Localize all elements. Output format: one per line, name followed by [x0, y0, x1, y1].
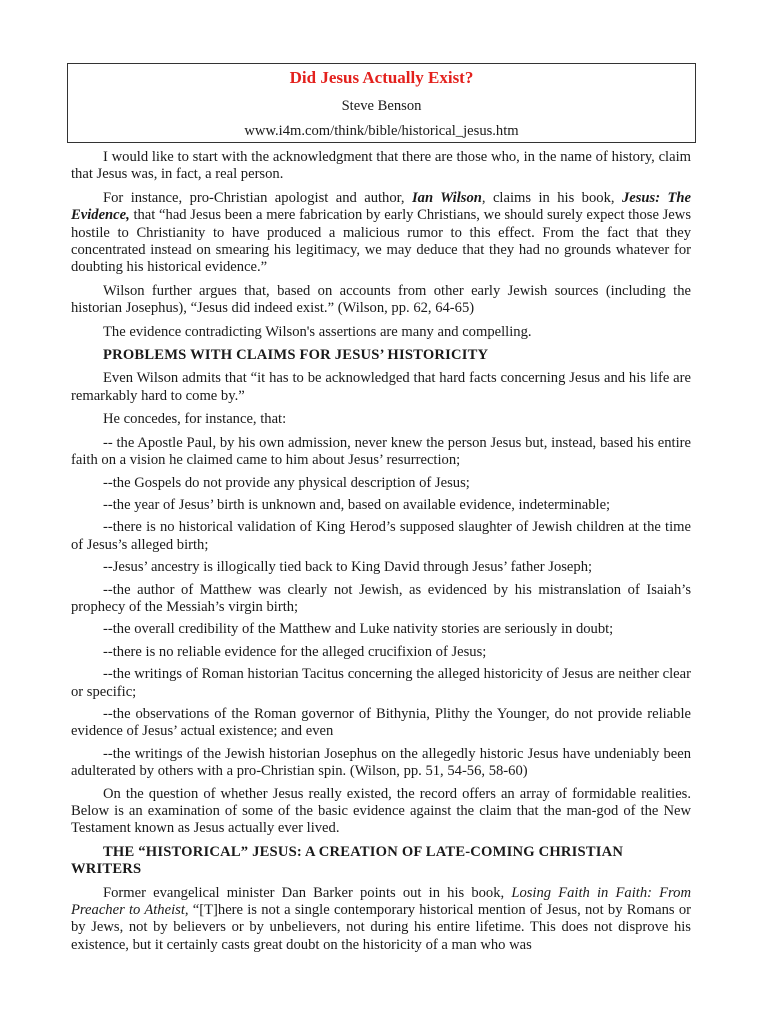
list-item: --the writings of the Jewish historian Josephus on the allegedly historic Jesus have undeniably been adulterated by others with a pro-Christian spin. (Wilson, pp. 51, 54-56, 58-60) [71, 745, 691, 780]
list-item: --there is no historical validation of King Herod’s supposed slaughter of Jewish children at the time of Jesus’s alleged birth; [71, 519, 691, 553]
paragraph [71, 190, 691, 277]
paragraph: He concedes, for instance, that: [103, 411, 287, 428]
paragraph: The evidence contradicting Wilson's assertions are many and compelling. [103, 323, 532, 340]
text-run: that “had Jesus been a mere fabrication by early Christians, we should surely expect those Jews hostile to Christianity to have produced a malicious rumor to this effect. From the fact that they concentrated instead on smearing his legitimacy, we may deduce that they had no grounds whatever for doubting his historical evidence.” [71, 207, 691, 276]
author-name-emphasis: Ian Wilson [412, 189, 482, 206]
list-item: --the writings of Roman historian Tacitus concerning the alleged historicity of Jesus are neither clear or specific; [71, 666, 691, 700]
paragraph [71, 885, 691, 955]
list-item: -- the Apostle Paul, by his own admission, never knew the person Jesus but, instead, based his entire faith on a vision he claimed came to him about Jesus’ resurrection; [71, 434, 691, 469]
list-item: --the observations of the Roman governor of Bithynia, Plithy the Younger, do not provide reliable evidence of Jesus’ actual existence; and even [71, 705, 691, 740]
list-item: --the author of Matthew was clearly not Jewish, as evidenced by his mistranslation of Isaiah’s prophecy of the Messiah’s virgin birth; [71, 581, 691, 615]
list-item: --there is no reliable evidence for the alleged crucifixion of Jesus; [103, 643, 487, 660]
document-title: Did Jesus Actually Exist? [289, 68, 474, 87]
paragraph: On the question of whether Jesus really existed, the record offers an array of formidable realities. Below is an examination of some of the basic evidence against the claim that the man-god of the New Testament known as Jesus actually ever lived. [71, 785, 691, 837]
book-title: Jesus: The Evidence, [71, 189, 691, 224]
text-run: “[T]here is not a single contemporary historical mention of Jesus, not by Romans or by Jews, not by believers or by unbelievers, not during his entire lifetime. This does not disprove his existence, but it certainly casts great doubt on the historicity of a man who was [71, 902, 691, 953]
list-item: --the year of Jesus’ birth is unknown and, based on available evidence, indeterminable; [103, 496, 611, 513]
author-name: Steve Benson [341, 98, 422, 114]
text-run: , claims in his book, [481, 189, 622, 206]
list-item: --the Gospels do not provide any physical description of Jesus; [103, 474, 470, 491]
article-body [71, 149, 691, 960]
text-run: Former evangelical minister Dan Barker points out in his book, [103, 884, 512, 901]
paragraph: Even Wilson admits that “it has to be acknowledged that hard facts concerning Jesus and his life are remarkably hard to come by.” [71, 370, 691, 404]
section-heading: PROBLEMS WITH CLAIMS FOR JESUS’ HISTORICITY [103, 347, 489, 364]
paragraph: I would like to start with the acknowledgment that there are those who, in the name of history, claim that Jesus was, in fact, a real person. [71, 149, 691, 183]
paragraph: Wilson further argues that, based on accounts from other early Jewish sources (including the historian Josephus), “Jesus did indeed exist.” (Wilson, pp. 62, 64-65) [71, 282, 691, 317]
section-heading: THE “HISTORICAL” JESUS: A CREATION OF LATE-COMING CHRISTIAN WRITERS [71, 843, 624, 878]
title-box [67, 63, 696, 143]
list-item: --the overall credibility of the Matthew and Luke nativity stories are seriously in doubt; [103, 621, 614, 638]
source-url[interactable]: www.i4m.com/think/bible/historical_jesus.htm [244, 123, 519, 139]
book-title: Losing Faith in Faith: From Preacher to Atheist, [71, 884, 692, 919]
list-item: --Jesus’ ancestry is illogically tied back to King David through Jesus’ father Joseph; [103, 559, 593, 576]
text-run: For instance, pro-Christian apologist and author, [103, 189, 412, 206]
